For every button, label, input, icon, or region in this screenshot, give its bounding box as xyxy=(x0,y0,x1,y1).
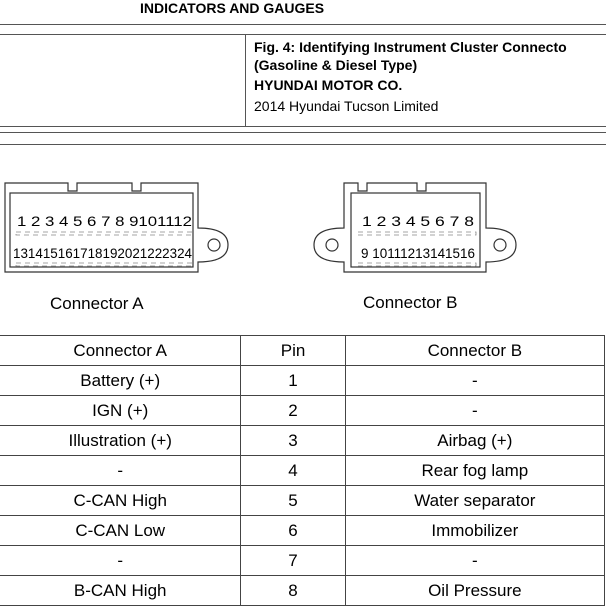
table-row xyxy=(0,576,605,606)
cell-connector-b: Rear fog lamp xyxy=(345,456,604,486)
cell-pin: 2 xyxy=(241,396,345,426)
divider xyxy=(0,126,606,127)
header-connector-b: Connector B xyxy=(345,336,604,366)
figure-caption xyxy=(254,38,567,115)
divider xyxy=(245,34,246,126)
cell-pin: 7 xyxy=(241,546,345,576)
cell-pin: 8 xyxy=(241,576,345,606)
table-row xyxy=(0,366,605,396)
divider xyxy=(0,132,606,133)
cell-connector-a: Battery (+) xyxy=(0,366,241,396)
cell-connector-a: Illustration (+) xyxy=(0,426,241,456)
cell-connector-b: - xyxy=(345,546,604,576)
cell-pin: 4 xyxy=(241,456,345,486)
cell-connector-b: Oil Pressure xyxy=(345,576,604,606)
cell-connector-b: - xyxy=(345,396,604,426)
divider xyxy=(0,34,606,35)
cell-connector-a: IGN (+) xyxy=(0,396,241,426)
cell-pin: 1 xyxy=(241,366,345,396)
header-connector-a: Connector A xyxy=(0,336,241,366)
connector-b-pins-row2: 9 10111213141516 xyxy=(361,246,475,261)
header-pin: Pin xyxy=(241,336,345,366)
cell-pin: 5 xyxy=(241,486,345,516)
cell-connector-a: C-CAN Low xyxy=(0,516,241,546)
connector-diagram xyxy=(0,160,606,335)
cell-connector-b: Immobilizer xyxy=(345,516,604,546)
cell-pin: 3 xyxy=(241,426,345,456)
table-row xyxy=(0,456,605,486)
table-row xyxy=(0,546,605,576)
pin-table xyxy=(0,335,605,606)
table-row xyxy=(0,396,605,426)
cell-connector-b: - xyxy=(345,366,604,396)
connector-a-pins-row2: 131415161718192021222324 xyxy=(13,246,193,261)
figure-title: Fig. 4: Identifying Instrument Cluster Connecto xyxy=(254,39,567,55)
cell-connector-a: - xyxy=(0,546,241,576)
figure-vehicle: 2014 Hyundai Tucson Limited xyxy=(254,98,439,114)
connector-a-pins-row1: 1 2 3 4 5 6 7 8 9101112 xyxy=(17,214,192,229)
connector-a-label: Connector A xyxy=(50,294,144,313)
table-row xyxy=(0,426,605,456)
cell-pin: 6 xyxy=(241,516,345,546)
cell-connector-b: Water separator xyxy=(345,486,604,516)
cell-connector-a: C-CAN High xyxy=(0,486,241,516)
cell-connector-a: - xyxy=(0,456,241,486)
section-title: INDICATORS AND GAUGES xyxy=(140,0,325,16)
cell-connector-a: B-CAN High xyxy=(0,576,241,606)
figure-subtitle: (Gasoline & Diesel Type) xyxy=(254,57,418,73)
divider xyxy=(0,144,606,145)
connector-b-label: Connector B xyxy=(363,293,458,312)
figure-publisher: HYUNDAI MOTOR CO. xyxy=(254,77,403,93)
connector-b-pins-row1: 1 2 3 4 5 6 7 8 xyxy=(362,214,474,229)
table-row xyxy=(0,486,605,516)
table-row xyxy=(0,516,605,546)
divider xyxy=(0,24,606,25)
table-header-row xyxy=(0,336,605,366)
cell-connector-b: Airbag (+) xyxy=(345,426,604,456)
